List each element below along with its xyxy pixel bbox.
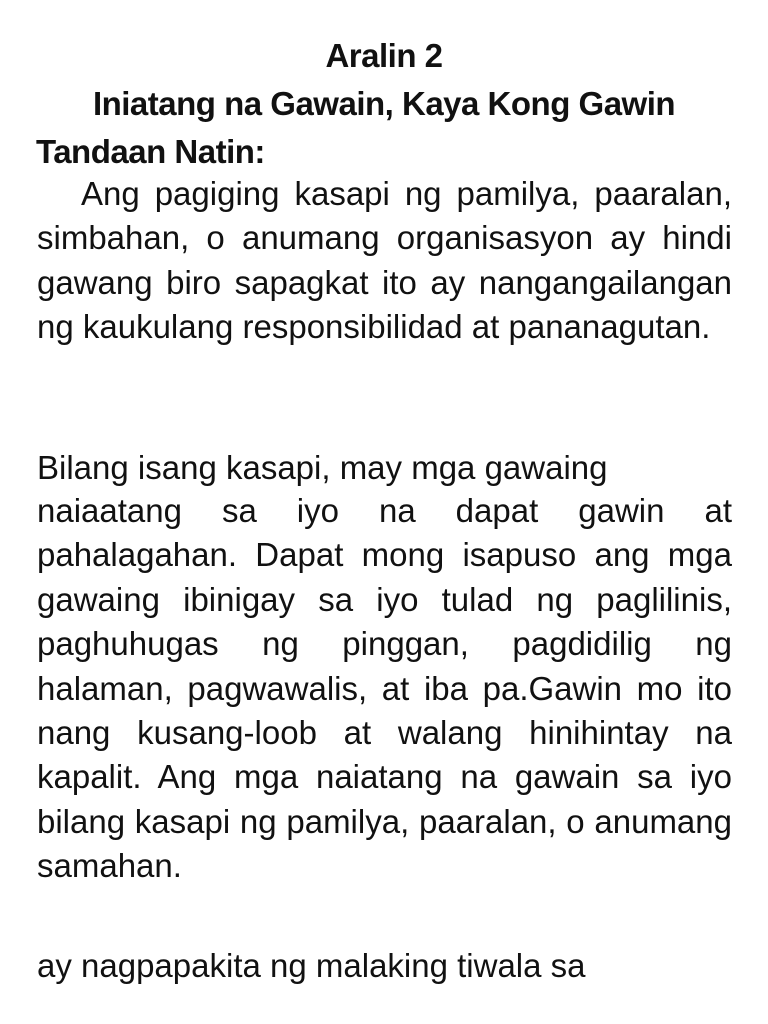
- section-heading: Tandaan Natin:: [36, 133, 265, 170]
- paragraph-duties: naiaatang sa iyo na dapat gawin at pahalagahan. Dapat mong isapuso ang mga gawaing ibinigay sa iyo tulad ng paglilinis, paghuhugas ng pinggan, pagdidilig ng halaman, pagwawalis, at iba pa.Gawin mo ito nang kusang-loob at walang hinihintay na kapalit. Ang mga naiatang na gawain sa iyo bilang kasapi ng pamilya, paaralan, o anumang samahan.: [37, 492, 732, 885]
- paragraph-duties-first-line: Bilang isang kasapi, may mga gawaing: [37, 449, 608, 486]
- paragraph-trust: ay nagpapakita ng malaking tiwala sa: [37, 947, 586, 984]
- lesson-number: Aralin 2: [325, 37, 443, 74]
- paragraph-intro: Ang pagiging kasapi ng pamilya, paaralan, simbahan, o anumang organisasyon ay hindi gawang biro sapagkat ito ay nangangailangan ng kaukulang responsibilidad at pananagutan.: [37, 175, 732, 346]
- lesson-title: Iniatang na Gawain, Kaya Kong Gawin: [92, 85, 676, 122]
